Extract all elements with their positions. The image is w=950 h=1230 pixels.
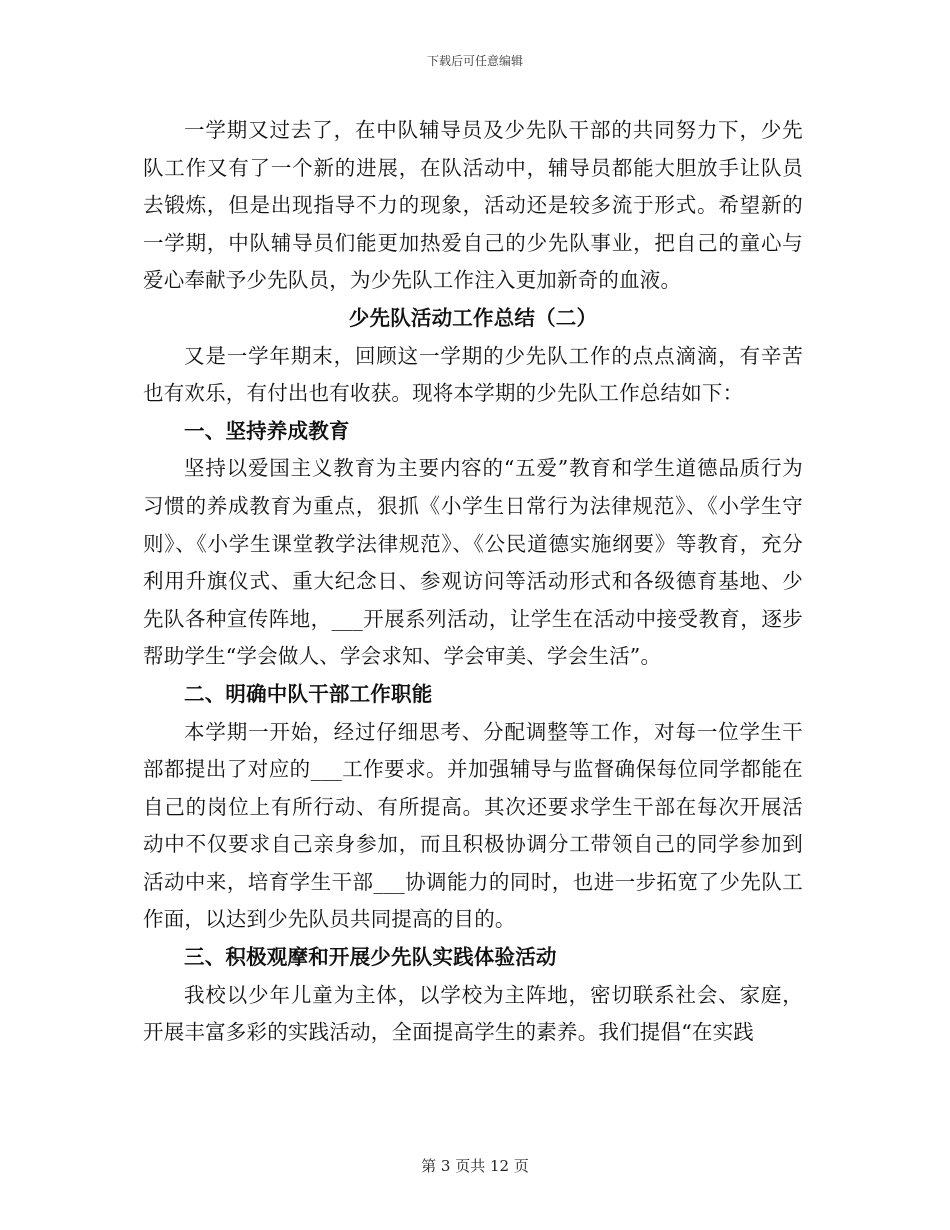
- heading-2: 二、明确中队干部工作职能: [184, 681, 433, 706]
- paragraph-4: 本学期一开始，经过仔细思考、分配调整等工作，对每一位学生干部都提出了对应的___工作要求。并加强辅导与监督确保每位同学都能在自己的岗位上有所行动、有所提高。其次还要求学生干部在每次开展活动中不仅要求自己亲身参加，而且积极协调分工带领自己的同学参加到活动中来，培育学生干部___协调能力的同时，也进一步拓宽了少先队工作面，以达到少先队员共同提高的目的。: [143, 719, 803, 932]
- paragraph-2: 又是一学年期末，回顾这一学期的少先队工作的点点滴滴，有辛苦也有欢乐，有付出也有收获。现将本学期的少先队工作总结如下：: [143, 343, 803, 406]
- heading-3: 三、积极观摩和开展少先队实践体验活动: [184, 945, 557, 970]
- section-title: 少先队活动工作总结（二）: [348, 305, 598, 330]
- page-footer: 第 3 页共 12 页: [421, 1157, 529, 1175]
- document-body: [143, 112, 803, 1052]
- page-header: 下载后可任意编辑: [426, 54, 523, 68]
- paragraph-5: 我校以少年儿童为主体，以学校为主阵地，密切联系社会、家庭，开展丰富多彩的实践活动，全面提高学生的素养。我们提倡“在实践: [143, 982, 803, 1045]
- paragraph-3: 坚持以爱国主义教育为主要内容的“五爱”教育和学生道德品质行为习惯的养成教育为重点，狠抓《小学生日常行为法律规范》、《小学生守则》、《小学生课堂教学法律规范》、《公民道德实施纲要》等教育，充分利用升旗仪式、重大纪念日、参观访问等活动形式和各级德育基地、少先队各种宣传阵地，___开展系列活动，让学生在活动中接受教育，逐步帮助学生“学会做人、学会求知、学会审美、学会生活”。: [143, 456, 803, 669]
- paragraph-1: 一学期又过去了，在中队辅导员及少先队干部的共同努力下，少先队工作又有了一个新的进展，在队活动中，辅导员都能大胆放手让队员去锻炼，但是出现指导不力的现象，活动还是较多流于形式。希望新的一学期，中队辅导员们能更加热爱自己的少先队事业，把自己的童心与爱心奉献予少先队员，为少先队工作注入更加新奇的血液。: [143, 118, 803, 293]
- heading-1: 一、坚持养成教育: [184, 418, 350, 443]
